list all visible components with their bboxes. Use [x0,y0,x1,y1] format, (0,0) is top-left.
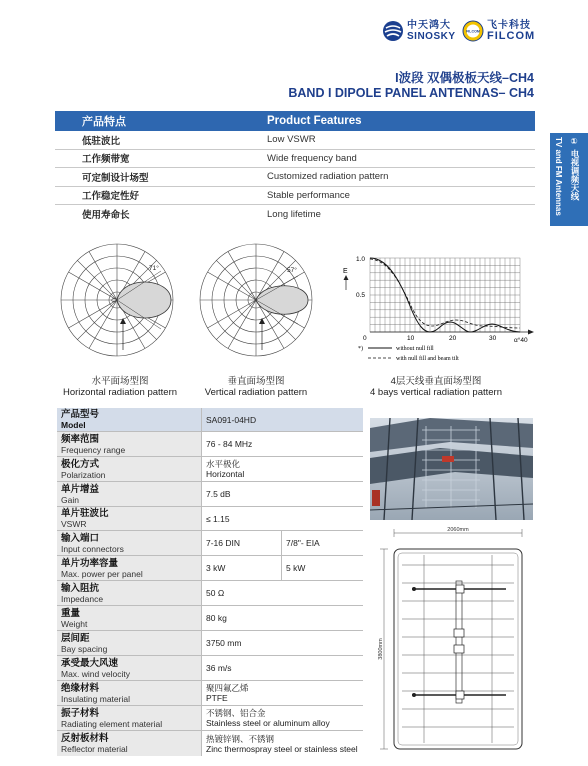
feature-en: Stable performance [267,189,350,201]
chart-x-tick: 10 [407,335,415,342]
spec-label-en: Polarization [61,469,106,480]
spec-row [57,731,363,756]
spec-value-cn: 水平极化 [206,459,241,469]
spec-row [57,706,363,731]
feature-en: Low VSWR [267,134,316,146]
features-header [55,111,535,131]
spec-label-en: Weight [61,618,88,629]
spec-header-en: Model [61,420,86,430]
product-features-table [55,111,535,224]
feature-en: Customized radiation pattern [267,171,389,183]
feature-row [55,131,535,150]
spec-label-en: VSWR [61,519,87,529]
spec-label-en: Input connectors [61,543,124,554]
spec-header-row [57,408,363,432]
antenna-installation-photo [370,418,533,520]
filcom-badge-text: FILCOM [466,29,480,34]
filcom-name-en: FILCOM [487,30,536,42]
feature-en: Long lifetime [267,208,321,220]
feature-cn: 工作频带宽 [82,154,130,166]
feature-row [55,150,535,169]
spec-row [57,482,363,507]
feature-cn: 可定制设计场型 [82,172,149,184]
sinosky-globe-icon [382,20,404,42]
features-header-en: Product Features [267,115,362,127]
legend-dashed-label: with null fill and beam tilt [396,356,459,362]
horizontal-radiation-pattern [57,240,177,360]
page-title-en: BAND I DIPOLE PANEL ANTENNAS– CH4 [288,86,534,100]
spec-row [57,432,363,457]
spec-value: 3750 mm [206,638,242,648]
spec-label-en: Max. power per panel [61,568,143,579]
four-bays-pattern-chart [338,246,538,368]
sinosky-logo [382,20,456,42]
spec-label-cn: 反射板材料 [61,733,109,744]
spec-value: 36 m/s [206,663,232,673]
chart-x-tick: 20 [449,335,457,342]
spec-row [57,681,363,706]
spec-label-en: Bay spacing [61,643,108,654]
spec-value-alt: 7/8"- EIA [286,538,320,548]
spec-row [57,457,363,482]
vertical-caption-cn: 垂直面场型图 [227,376,285,387]
spec-label-en: Impedance [61,593,104,604]
vertical-caption-en: Vertical radiation pattern [204,387,308,398]
spec-value-alt: 5 kW [286,563,306,573]
spec-value: 50 Ω [206,588,225,598]
chart-y-mid: 0.5 [356,292,366,299]
bays-caption-en: 4 bays vertical radiation pattern [369,387,503,398]
height-dimension-label: 3800mm [378,638,384,660]
spec-header-cn: 产品型号 [61,409,100,420]
spec-value: 76 - 84 MHz [206,439,253,449]
legend-solid-label: without null fill [396,346,434,352]
spec-value: 7-16 DIN [206,538,241,548]
antenna-dimension-drawing [372,525,534,757]
spec-label-cn: 输入端口 [61,532,100,544]
width-dimension-label: 2060mm [447,527,469,533]
section-side-tab [550,133,588,226]
spec-label-cn: 绝缘材料 [61,682,100,694]
spec-row [57,581,363,606]
spec-label-cn: 振子材料 [61,707,100,719]
feature-cn: 使用寿命长 [82,210,130,222]
spec-label-cn: 单片增益 [61,483,100,495]
spec-label-en: Max. wind velocity [61,668,130,679]
spec-label-cn: 单片功率容量 [61,557,119,569]
filcom-badge-icon [462,20,484,42]
side-tab-label-cn: ① 电视调频天线 [570,137,580,201]
chart-x-label: α°40 [514,337,528,344]
feature-cn: 低驻波比 [82,135,121,147]
chart-axis-e: E [343,268,348,275]
feature-row [55,187,535,206]
filcom-name-cn: 飞卡科技 [487,20,531,31]
spec-label-en: Frequency range [61,444,126,455]
chart-y-top: 1.0 [356,256,366,263]
bays-caption-cn: 4层天线垂直面场型图 [390,376,482,387]
spec-value: Zinc thermospray steel or stainless steel [206,743,358,754]
spec-value-cn: 不锈钢、铝合金 [206,708,266,718]
spec-row [57,631,363,656]
spec-value: PTFE [206,693,228,703]
spec-label-cn: 层间距 [61,632,90,644]
spec-value-cn: 热镀锌钢、不锈钢 [206,733,275,744]
feature-row [55,168,535,187]
spec-value: 3 kW [206,563,226,573]
spec-label-en: Gain [61,494,79,505]
spec-label-cn: 承受最大风速 [61,657,119,669]
horizontal-pattern-caption [50,376,190,398]
spec-row [57,606,363,631]
spec-label-cn: 极化方式 [61,458,100,470]
horizontal-beam-angle: 71° [149,265,159,272]
feature-cn: 工作稳定性好 [82,191,140,203]
feature-en: Wide frequency band [267,152,357,164]
spec-label-en: Reflector material [61,744,128,754]
sinosky-name-en: SINOSKY [407,31,456,42]
spec-value: ≤ 1.15 [206,513,230,524]
spec-value: Horizontal [206,469,245,479]
spec-row [57,556,363,581]
spec-value: 80 kg [206,613,227,623]
spec-row [57,507,363,531]
features-header-cn: 产品特点 [82,116,126,128]
horizontal-caption-cn: 水平面场型图 [91,376,149,387]
spec-row [57,656,363,681]
spec-label-cn: 重量 [61,607,81,619]
spec-label-cn: 频率范围 [61,433,100,445]
spec-value: Stainless steel or aluminum alloy [206,718,330,728]
bays-pattern-caption [356,376,516,398]
spec-value-cn: 聚四氟乙烯 [206,683,249,693]
filcom-logo [462,20,535,42]
specifications-table [57,408,363,756]
spec-row [57,531,363,556]
side-tab-label-en: TV and FM Antennas [554,137,563,216]
spec-label-cn: 单片驻波比 [61,508,109,519]
spec-value: 7.5 dB [206,489,231,499]
horizontal-caption-en: Horizontal radiation pattern [62,387,178,398]
chart-x-tick: 30 [489,335,497,342]
spec-label-en: Radiating element material [61,718,163,729]
legend-marker: *) [358,346,363,352]
feature-row [55,205,535,224]
vertical-pattern-caption [186,376,326,398]
chart-y-bottom: 0 [363,335,367,342]
page-title-cn: I波段 双偶极板天线–CH4 [395,71,534,85]
vertical-beam-angle: 57° [287,267,297,274]
model-number: SA091-04HD [206,414,257,425]
sinosky-name-cn: 中天鸿大 [407,20,451,31]
spec-label-cn: 输入阻抗 [61,582,100,594]
vertical-radiation-pattern [196,240,316,360]
spec-label-en: Insulating material [61,693,130,704]
